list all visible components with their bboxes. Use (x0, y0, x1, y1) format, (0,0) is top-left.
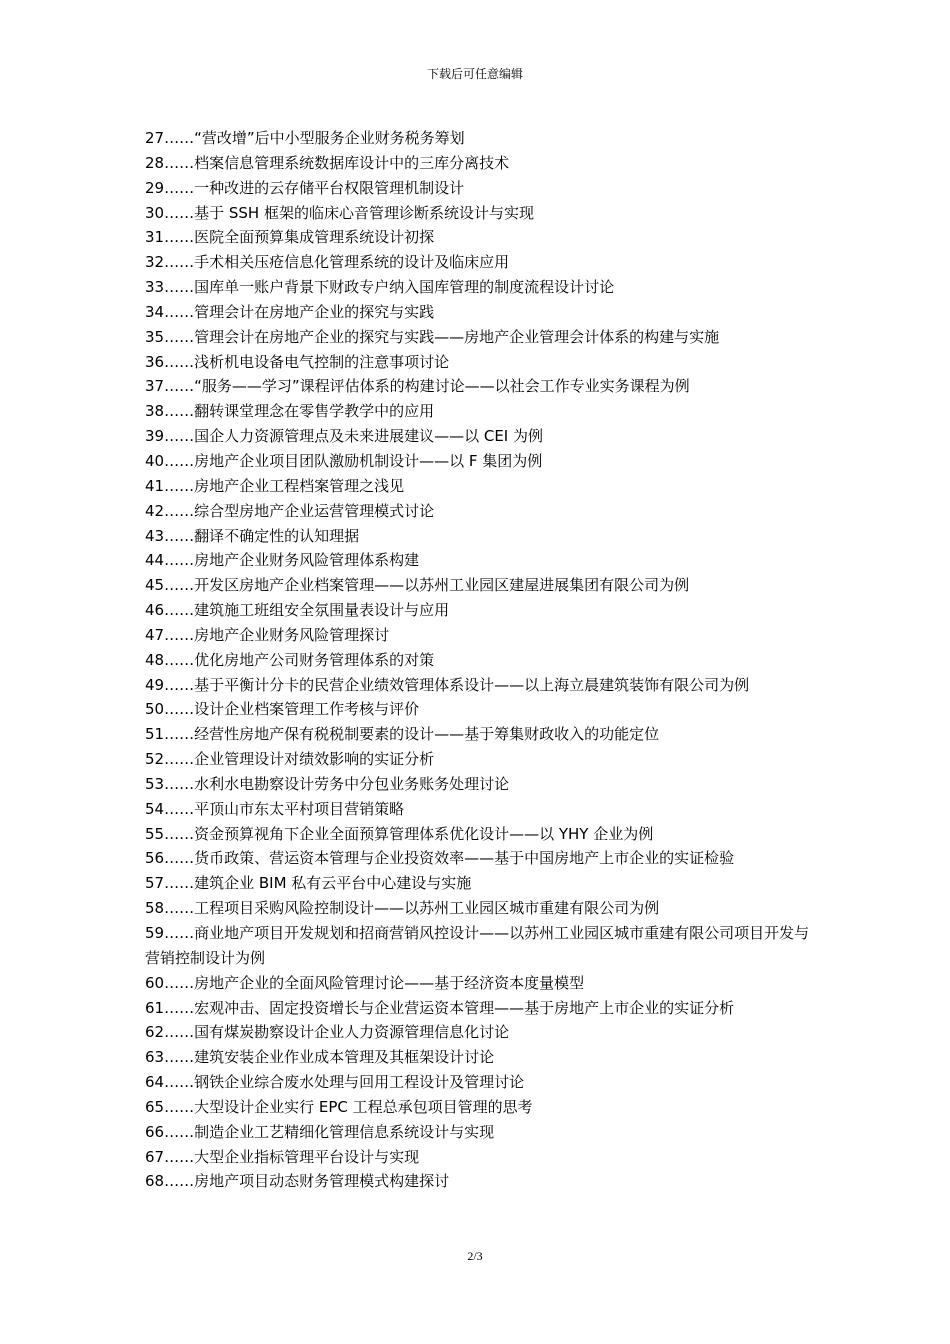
list-item: 48……优化房地产公司财务管理体系的对策 (145, 650, 435, 669)
list-item: 39……国企人力资源管理点及未来进展建议——以 CEI 为例 (145, 427, 544, 446)
list-item: 68……房地产项目动态财务管理模式构建探讨 (145, 1172, 450, 1191)
list-item: 32……手术相关压疮信息化管理系统的设计及临床应用 (145, 253, 510, 272)
list-item: 50……设计企业档案管理工作考核与评价 (145, 700, 420, 719)
list-item: 28……档案信息管理系统数据库设计中的三库分离技术 (145, 153, 510, 172)
page-number: 2/3 (467, 1249, 483, 1263)
list-item: 40……房地产企业项目团队激励机制设计——以 F 集团为例 (145, 451, 543, 470)
list-item: 66……制造企业工艺精细化管理信息系统设计与实现 (145, 1122, 495, 1141)
list-item: 57……建筑企业 BIM 私有云平台中心建设与实施 (145, 874, 472, 893)
list-item: 61……宏观冲击、固定投资增长与企业营运资本管理——基于房地产上市企业的实证分析 (145, 998, 735, 1017)
list-item: 33……国库单一账户背景下财政专户纳入国库管理的制度流程设计讨论 (145, 278, 615, 297)
reference-list (145, 126, 810, 1194)
list-item: 34……管理会计在房地产企业的探究与实践 (145, 302, 435, 321)
list-item: 51……经营性房地产保有税税制要素的设计——基于筹集财政收入的功能定位 (145, 725, 660, 744)
list-item: 63……建筑安装企业作业成本管理及其框架设计讨论 (145, 1048, 495, 1067)
list-item: 65……大型设计企业实行 EPC 工程总承包项目管理的思考 (145, 1097, 533, 1116)
list-item: 54……平顶山市东太平村项目营销策略 (145, 799, 405, 818)
list-item: 64……钢铁企业综合废水处理与回用工程设计及管理讨论 (145, 1073, 525, 1092)
list-item: 47……房地产企业财务风险管理探讨 (145, 625, 390, 644)
list-item: 45……开发区房地产企业档案管理——以苏州工业园区建屋进展集团有限公司为例 (145, 576, 690, 595)
list-item: 35……管理会计在房地产企业的探究与实践——房地产企业管理会计体系的构建与实施 (145, 327, 720, 346)
list-item: 67……大型企业指标管理平台设计与实现 (145, 1147, 420, 1166)
list-item: 49……基于平衡计分卡的民营企业绩效管理体系设计——以上海立晨建筑装饰有限公司为例 (145, 675, 750, 694)
list-item: 52……企业管理设计对绩效影响的实证分析 (145, 750, 435, 769)
list-item: 56……货币政策、营运资本管理与企业投资效率——基于中国房地产上市企业的实证检验 (145, 849, 735, 868)
list-item: 42……综合型房地产企业运营管理模式讨论 (145, 501, 435, 520)
list-item: 46……建筑施工班组安全氛围量表设计与应用 (145, 601, 450, 620)
list-item: 55……资金预算视角下企业全面预算管理体系优化设计——以 YHY 企业为例 (145, 824, 654, 843)
list-item: 27……“营改增”后中小型服务企业财务税务筹划 (145, 129, 465, 147)
list-item: 30……基于 SSH 框架的临床心音管理诊断系统设计与实现 (145, 203, 534, 222)
list-item: 60……房地产企业的全面风险管理讨论——基于经济资本度量模型 (145, 973, 585, 992)
page-header: 下载后可任意编辑 (426, 67, 523, 81)
list-item: 62……国有煤炭勘察设计企业人力资源管理信息化讨论 (145, 1023, 510, 1042)
list-item: 37……“服务——学习”课程评估体系的构建讨论——以社会工作专业实务课程为例 (145, 377, 690, 396)
list-item: 53……水利水电勘察设计劳务中分包业务账务处理讨论 (145, 774, 510, 793)
list-item: 41……房地产企业工程档案管理之浅见 (145, 476, 405, 495)
list-item: 58……工程项目采购风险控制设计——以苏州工业园区城市重建有限公司为例 (145, 899, 660, 918)
list-item: 59……商业地产项目开发规划和招商营销风控设计——以苏州工业园区城市重建有限公司项目开发与营销控制设计为例 (145, 924, 810, 967)
list-item: 43……翻译不确定性的认知理据 (145, 526, 360, 545)
list-item: 31……医院全面预算集成管理系统设计初探 (145, 228, 435, 247)
list-item: 38……翻转课堂理念在零售学教学中的应用 (145, 402, 435, 421)
list-item: 36……浅析机电设备电气控制的注意事项讨论 (145, 352, 450, 371)
list-item: 44……房地产企业财务风险管理体系构建 (145, 551, 420, 570)
list-item: 29……一种改进的云存储平台权限管理机制设计 (145, 178, 465, 197)
